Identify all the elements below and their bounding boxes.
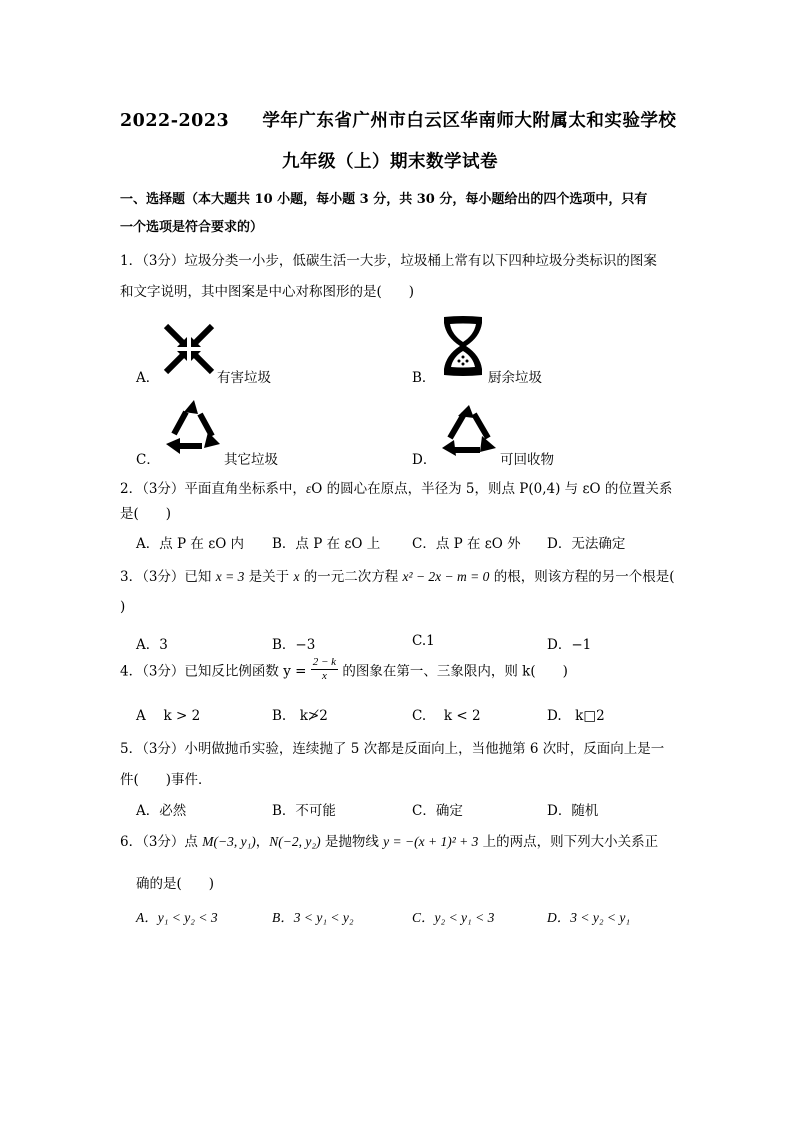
q6-text-b: 是抛物线 bbox=[320, 834, 384, 850]
option-3d: D．−1 bbox=[547, 637, 592, 653]
option-4b: B. k≯2 bbox=[272, 708, 328, 724]
title-year: 2022-2023 bbox=[120, 111, 230, 131]
option-1d-letter: D． bbox=[412, 452, 437, 468]
q6-separator: ， bbox=[255, 834, 270, 850]
option-1b-letter: B． bbox=[412, 370, 436, 386]
hazardous-waste-icon bbox=[163, 323, 215, 375]
section-header-line2: 一个选项是符合要求的） bbox=[120, 220, 264, 235]
recyclable-icon bbox=[440, 404, 498, 458]
option-3a: A．3 bbox=[136, 637, 168, 653]
q3-equation: x² − 2x − m = 0 bbox=[402, 569, 490, 584]
question-2-line1 bbox=[120, 477, 672, 497]
option-4d: D. k□2 bbox=[547, 708, 605, 724]
option-6c: C．y₂ < y₁ < 3 bbox=[412, 910, 495, 925]
option-4c: C. k < 2 bbox=[412, 708, 481, 724]
question-5-line1: 5．（3分）小明做抛币实验，连续抛了 5 次都是反面向上，当他抛第 6 次时，反面向上是一 bbox=[120, 741, 665, 757]
page-title-line2: 九年级（上）期末数学试卷 bbox=[282, 152, 498, 172]
q3-variable: x bbox=[293, 569, 300, 584]
q6-point-m: M(−3, y₁) bbox=[202, 834, 256, 849]
recycle-arrows-icon bbox=[164, 398, 224, 456]
question-3-line2: ) bbox=[120, 599, 126, 615]
option-1a-label: 有害垃圾 bbox=[217, 370, 271, 386]
q6-text-c: 上的两点，则下列大小关系正 bbox=[478, 834, 659, 850]
option-6b: B．3 < y₁ < y₂ bbox=[272, 910, 354, 925]
q3-text-d: 的根，则该方程的另一个根是( bbox=[489, 569, 675, 585]
option-1c-letter: C． bbox=[136, 452, 160, 468]
option-6d: D．3 < y₂ < y₁ bbox=[547, 910, 631, 925]
page-title-line1 bbox=[120, 107, 676, 132]
q2-text-a: 2．（3分）平面直角坐标系中， bbox=[120, 481, 306, 497]
q4-fraction-numerator: 2 − k bbox=[312, 656, 337, 668]
option-4a: A k > 2 bbox=[136, 708, 201, 724]
option-5a: A．必然 bbox=[136, 803, 187, 819]
q6-text-a: 6．（3分）点 bbox=[120, 834, 203, 850]
q3-condition: x = 3 bbox=[215, 569, 245, 584]
question-6-line1 bbox=[120, 830, 658, 850]
option-2b: B．点 P 在 εO 上 bbox=[272, 536, 381, 552]
q6-parabola: y = −(x + 1)² + 3 bbox=[383, 834, 479, 849]
option-5d: D．随机 bbox=[547, 803, 599, 819]
q4-fraction-denominator: x bbox=[321, 670, 327, 682]
question-3-line1 bbox=[120, 565, 674, 585]
q2-circle-symbol: ε bbox=[305, 481, 312, 496]
q6-point-n: N(−2, y₂) bbox=[269, 834, 321, 849]
option-1b-label: 厨余垃圾 bbox=[488, 370, 542, 386]
option-6a: A．y₁ < y₂ < 3 bbox=[136, 910, 218, 925]
question-6-line2: 确的是( ) bbox=[136, 876, 215, 892]
option-3b: B．−3 bbox=[272, 637, 316, 653]
question-4-line1 bbox=[120, 656, 568, 683]
section-header-line1: 一、选择题（本大题共 10 小题，每小题 3 分，共 30 分，每小题给出的四个选项中，只有 bbox=[120, 192, 648, 207]
option-1d-label: 可回收物 bbox=[500, 452, 554, 468]
q3-text-c: 的一元二次方程 bbox=[299, 569, 403, 585]
question-1-line1: 1．（3分）垃圾分类一小步，低碳生活一大步，垃圾桶上常有以下四种垃圾分类标识的图案 bbox=[120, 253, 657, 269]
question-2-line2: 是( ) bbox=[120, 506, 172, 522]
q2-text-b: O 的圆心在原点，半径为 5，则点 P(0,4) 与 εO 的位置关系 bbox=[311, 481, 673, 497]
option-2d: D．无法确定 bbox=[547, 536, 626, 552]
option-5b: B．不可能 bbox=[272, 803, 336, 819]
q3-text-a: 3．（3分）已知 bbox=[120, 569, 216, 585]
title-rest: 学年广东省广州市白云区华南师大附属太和实验学校 bbox=[262, 111, 677, 131]
q4-text-a: 4．（3分）已知反比例函数 y = bbox=[120, 663, 311, 680]
option-3c: C.1 bbox=[412, 633, 435, 649]
option-5c: C．确定 bbox=[412, 803, 463, 819]
option-2a: A．点 P 在 εO 内 bbox=[136, 536, 245, 552]
question-5-line2: 件( )事件． bbox=[120, 772, 212, 788]
kitchen-waste-icon bbox=[440, 315, 486, 377]
question-1-line2: 和文字说明，其中图案是中心对称图形的是( ) bbox=[120, 284, 415, 300]
q3-text-b: 是关于 bbox=[244, 569, 294, 585]
option-2c: C．点 P 在 εO 外 bbox=[412, 536, 521, 552]
option-1c-label: 其它垃圾 bbox=[224, 452, 278, 468]
q4-text-b: 的图象在第一、三象限内，则 k( ) bbox=[338, 663, 568, 680]
option-1a-letter: A． bbox=[136, 370, 160, 386]
q4-fraction bbox=[311, 656, 338, 683]
